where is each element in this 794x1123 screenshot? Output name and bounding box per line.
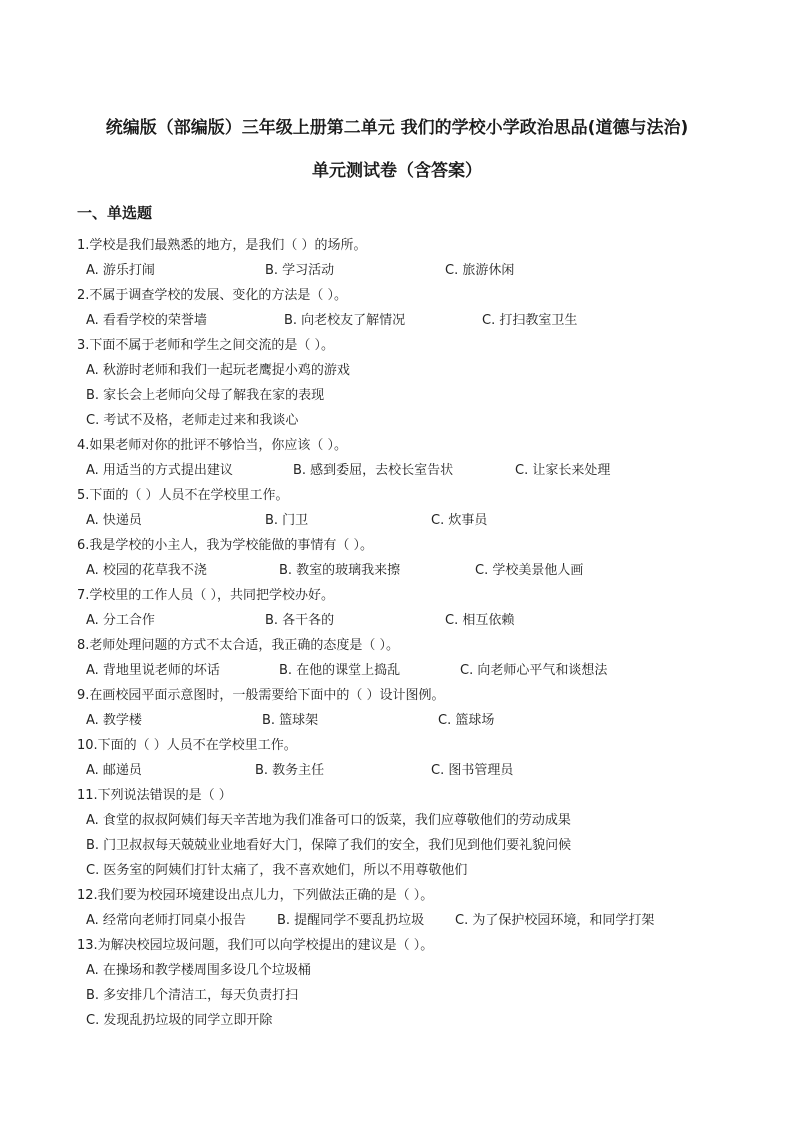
option-b: B. 门卫: [265, 513, 309, 528]
option-c: C. 相互依赖: [445, 613, 515, 628]
question-stem: 13.为解决校园垃圾问题，我们可以向学校提出的建议是（ ）。: [77, 938, 434, 953]
option-a: A. 在操场和教学楼周围多设几个垃圾桶: [86, 963, 311, 978]
question-stem: 3.下面不属于老师和学生之间交流的是（ ）。: [77, 338, 335, 353]
options-row: [77, 558, 737, 583]
option-b: B. 提醒同学不要乱扔垃圾: [277, 913, 425, 928]
option-c: C. 为了保护校园环境，和同学打架: [455, 913, 655, 928]
options-row: [77, 308, 737, 333]
option-b: B. 教室的玻璃我来擦: [279, 563, 401, 578]
option-b: B. 家长会上老师向父母了解我在家的表现: [86, 388, 325, 403]
option-c: C. 图书管理员: [431, 763, 514, 778]
option-c: C. 打扫教室卫生: [482, 313, 578, 328]
option-a: A. 校园的花草我不浇: [86, 563, 207, 578]
question-list: [77, 233, 737, 1033]
option-a: A. 游乐打闹: [86, 263, 155, 278]
question-stem: 4.如果老师对你的批评不够恰当，你应该（ ）。: [77, 438, 348, 453]
option-c: C. 向老师心平气和谈想法: [460, 663, 608, 678]
option-a: A. 背地里说老师的坏话: [86, 663, 220, 678]
option-a: A. 秋游时老师和我们一起玩老鹰捉小鸡的游戏: [86, 363, 350, 378]
option-c: C. 炊事员: [431, 513, 488, 528]
option-a: A. 分工合作: [86, 613, 155, 628]
option-a: A. 看看学校的荣誉墙: [86, 313, 207, 328]
option-a: A. 用适当的方式提出建议: [86, 463, 233, 478]
option-a: A. 邮递员: [86, 763, 142, 778]
option-b: B. 各干各的: [265, 613, 335, 628]
question-stem: 12.我们要为校园环境建设出点儿力，下列做法正确的是（ ）。: [77, 888, 434, 903]
question-stem: 6.我是学校的小主人，我为学校能做的事情有（ ）。: [77, 538, 374, 553]
options-row: [77, 608, 737, 633]
question-stem: 8.老师处理问题的方式不太合适，我正确的态度是（ ）。: [77, 638, 400, 653]
document-title-line-2: 单元测试卷（含答案）: [312, 161, 482, 181]
option-c: C. 发现乱扔垃圾的同学立即开除: [86, 1013, 273, 1028]
option-a: A. 食堂的叔叔阿姨们每天辛苦地为我们准备可口的饭菜，我们应尊敬他们的劳动成果: [86, 813, 571, 828]
option-a: A. 快递员: [86, 513, 142, 528]
document-title-line-1: 统编版（部编版）三年级上册第二单元 我们的学校小学政治思品(道德与法治): [105, 118, 689, 138]
option-c: C. 学校美景他人画: [475, 563, 584, 578]
question-stem: 1.学校是我们最熟悉的地方，是我们（ ）的场所。: [77, 238, 367, 253]
option-c: C. 医务室的阿姨们打针太痛了，我不喜欢她们，所以不用尊敬他们: [86, 863, 468, 878]
option-a: A. 经常向老师打同桌小报告: [86, 913, 246, 928]
option-b: B. 多安排几个清洁工，每天负责打扫: [86, 988, 299, 1003]
option-b: B. 学习活动: [265, 263, 335, 278]
question-stem: 11.下列说法错误的是（ ）: [77, 788, 232, 803]
question-stem: 7.学校里的工作人员（ ），共同把学校办好。: [77, 588, 335, 603]
option-c: C. 旅游休闲: [445, 263, 515, 278]
question-stem: 10.下面的（ ）人员不在学校里工作。: [77, 738, 297, 753]
option-b: B. 感到委屈，去校长室告状: [293, 463, 454, 478]
options-row: [77, 258, 737, 283]
question-stem: 9.在画校园平面示意图时，一般需要给下面中的（ ）设计图例。: [77, 688, 445, 703]
option-b: B. 向老校友了解情况: [284, 313, 406, 328]
option-b: B. 篮球架: [262, 713, 319, 728]
options-row: [77, 758, 737, 783]
option-c: C. 考试不及格，老师走过来和我谈心: [86, 413, 299, 428]
options-row: [77, 658, 737, 683]
options-row: [77, 908, 737, 933]
option-c: C. 篮球场: [438, 713, 495, 728]
option-b: B. 在他的课堂上捣乱: [279, 663, 401, 678]
option-c: C. 让家长来处理: [515, 463, 611, 478]
options-row: [77, 508, 737, 533]
option-a: A. 教学楼: [86, 713, 142, 728]
section-heading: 一、单选题: [77, 204, 153, 222]
question-stem: 5.下面的（ ）人员不在学校里工作。: [77, 488, 289, 503]
options-row: [77, 708, 737, 733]
option-b: B. 门卫叔叔每天兢兢业业地看好大门，保障了我们的安全，我们见到他们要礼貌问候: [86, 838, 572, 853]
question-stem: 2.不属于调查学校的发展、变化的方法是（ ）。: [77, 288, 348, 303]
options-row: [77, 458, 737, 483]
option-b: B. 教务主任: [255, 763, 325, 778]
